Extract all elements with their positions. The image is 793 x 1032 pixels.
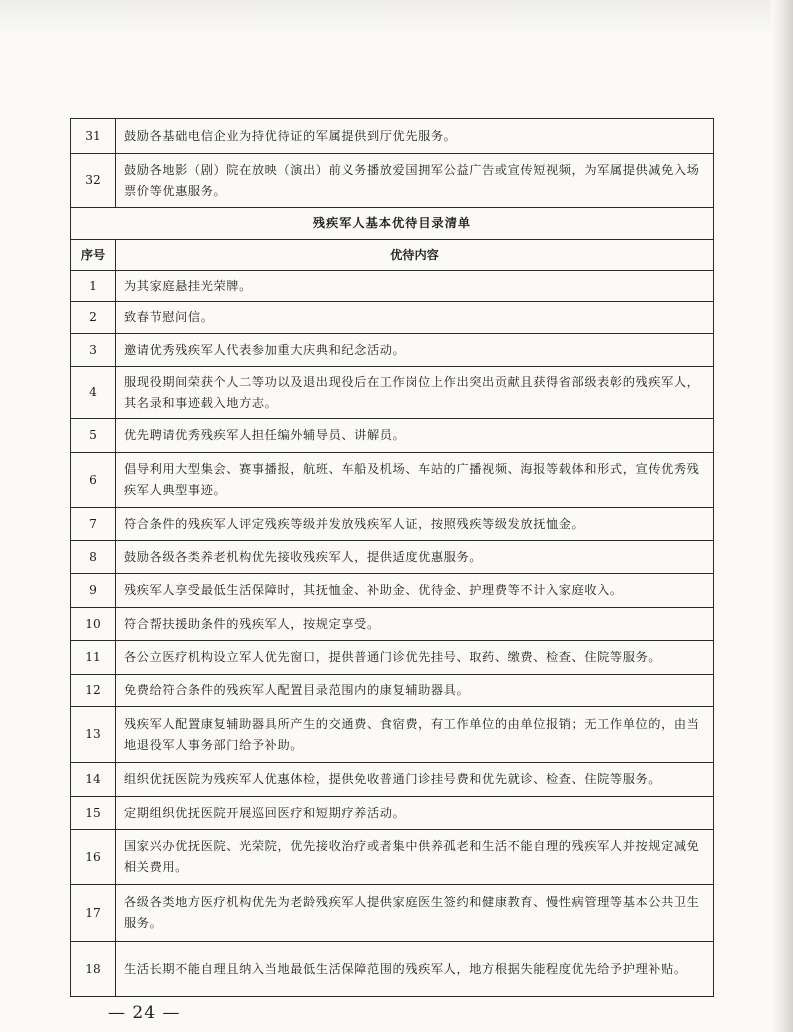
table-row <box>71 119 714 154</box>
row-number: 13 <box>71 707 116 763</box>
row-number: 10 <box>71 608 116 641</box>
row-content: 生活长期不能自理且纳入当地最低生活保障范围的残疾军人，地方根据失能程度优先给予护理补贴。 <box>116 942 714 997</box>
page-top-shade <box>0 0 793 36</box>
row-content: 符合帮扶援助条件的残疾军人，按规定享受。 <box>116 608 714 641</box>
row-number: 8 <box>71 541 116 574</box>
table-row <box>71 302 714 334</box>
row-content: 服现役期间荣获个人二等功以及退出现役后在工作岗位上作出突出贡献且获得省部级表彰的残疾军人，其名录和事迹载入地方志。 <box>116 367 714 419</box>
table-row <box>71 541 714 574</box>
row-number: 18 <box>71 942 116 997</box>
table-row <box>71 942 714 997</box>
row-content: 残疾军人配置康复辅助器具所产生的交通费、食宿费，有工作单位的由单位报销；无工作单位的，由当地退役军人事务部门给予补助。 <box>116 707 714 763</box>
table-row <box>71 367 714 419</box>
row-number: 14 <box>71 763 116 797</box>
row-number: 1 <box>71 271 116 302</box>
row-content: 鼓励各地影（剧）院在放映（演出）前义务播放爱国拥军公益广告或宣传短视频，为军属提供减免入场票价等优惠服务。 <box>116 154 714 208</box>
table-row <box>71 453 714 508</box>
table-row <box>71 830 714 885</box>
row-number: 15 <box>71 797 116 830</box>
row-content: 致春节慰问信。 <box>116 302 714 334</box>
row-number: 31 <box>71 119 116 154</box>
row-number: 2 <box>71 302 116 334</box>
row-content: 优先聘请优秀残疾军人担任编外辅导员、讲解员。 <box>116 419 714 453</box>
table-row <box>71 154 714 208</box>
row-number: 12 <box>71 675 116 707</box>
header-content: 优待内容 <box>116 240 714 271</box>
row-number: 17 <box>71 885 116 942</box>
row-content: 国家兴办优抚医院、光荣院，优先接收治疗或者集中供养孤老和生活不能自理的残疾军人并按规定减免相关费用。 <box>116 830 714 885</box>
table-row <box>71 707 714 763</box>
section-title: 残疾军人基本优待目录清单 <box>71 208 714 240</box>
row-content: 倡导利用大型集会、赛事播报，航班、车船及机场、车站的广播视频、海报等载体和形式，宣传优秀残疾军人典型事迹。 <box>116 453 714 508</box>
row-content: 为其家庭悬挂光荣牌。 <box>116 271 714 302</box>
row-content: 各公立医疗机构设立军人优先窗口，提供普通门诊优先挂号、取药、缴费、检查、住院等服务。 <box>116 641 714 675</box>
row-number: 5 <box>71 419 116 453</box>
table-row <box>71 797 714 830</box>
row-content: 鼓励各级各类养老机构优先接收残疾军人，提供适度优惠服务。 <box>116 541 714 574</box>
row-number: 9 <box>71 574 116 608</box>
table-row <box>71 885 714 942</box>
table-row <box>71 574 714 608</box>
row-content: 残疾军人享受最低生活保障时，其抚恤金、补助金、优待金、护理费等不计入家庭收入。 <box>116 574 714 608</box>
table-row <box>71 608 714 641</box>
row-content: 各级各类地方医疗机构优先为老龄残疾军人提供家庭医生签约和健康教育、慢性病管理等基本公共卫生服务。 <box>116 885 714 942</box>
table-row <box>71 675 714 707</box>
row-content: 鼓励各基础电信企业为持优待证的军属提供到厅优先服务。 <box>116 119 714 154</box>
row-number: 16 <box>71 830 116 885</box>
header-number: 序号 <box>71 240 116 271</box>
row-number: 11 <box>71 641 116 675</box>
table-header-row <box>71 240 714 271</box>
benefits-table <box>70 118 714 997</box>
row-number: 4 <box>71 367 116 419</box>
row-content: 邀请优秀残疾军人代表参加重大庆典和纪念活动。 <box>116 334 714 367</box>
table-row <box>71 334 714 367</box>
table-row <box>71 641 714 675</box>
row-number: 32 <box>71 154 116 208</box>
table-row <box>71 419 714 453</box>
table-row <box>71 508 714 541</box>
table-row <box>71 271 714 302</box>
page-number: — 24 — <box>108 1003 181 1023</box>
row-number: 3 <box>71 334 116 367</box>
row-number: 6 <box>71 453 116 508</box>
row-number: 7 <box>71 508 116 541</box>
row-content: 组织优抚医院为残疾军人优惠体检，提供免收普通门诊挂号费和优先就诊、检查、住院等服务。 <box>116 763 714 797</box>
page-edge-shadow <box>771 0 793 1032</box>
table-row <box>71 763 714 797</box>
row-content: 免费给符合条件的残疾军人配置目录范围内的康复辅助器具。 <box>116 675 714 707</box>
section-title-row <box>71 208 714 240</box>
row-content: 符合条件的残疾军人评定残疾等级并发放残疾军人证，按照残疾等级发放抚恤金。 <box>116 508 714 541</box>
row-content: 定期组织优抚医院开展巡回医疗和短期疗养活动。 <box>116 797 714 830</box>
